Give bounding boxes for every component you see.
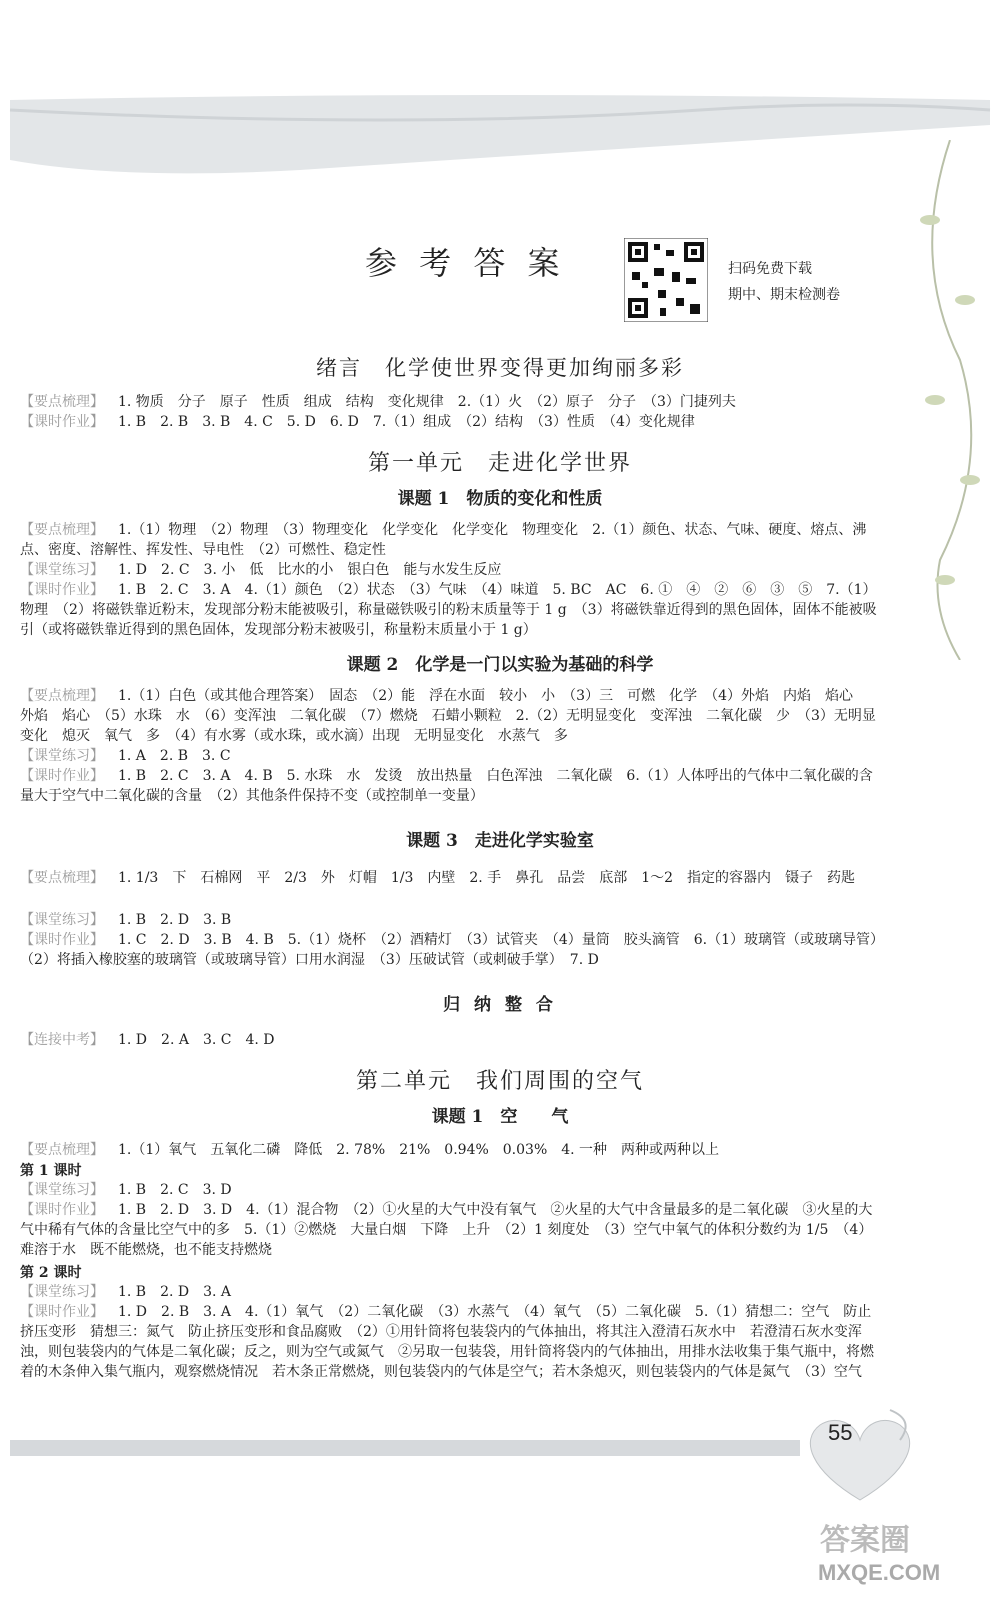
unit1-summary-heading: 归 纳 整 合 (443, 995, 557, 1015)
top-banner (0, 90, 1000, 180)
page-title: 参 考 答 案 (365, 244, 566, 282)
unit1-topic2-practice: 【课堂练习】 1. A 2. B 3. C (20, 748, 231, 764)
watermark-url: MXQE.COM (818, 1560, 941, 1585)
intro-heading: 绪言 化学使世界变得更加绚丽多彩 (316, 356, 684, 380)
unit2-heading: 第二单元 我们周围的空气 (355, 1069, 644, 1094)
unit2-period2-practice: 【课堂练习】 1. B 2. D 3. A (20, 1284, 232, 1300)
page-number: 55 (828, 1420, 853, 1445)
unit1-summary: 【连接中考】 1. D 2. A 3. C 4. D (20, 1032, 275, 1048)
unit1-topic1-practice: 【课堂练习】 1. D 2. C 3. 小 低 比水的小 银白色 能与水发生反应 (20, 562, 502, 578)
qr-caption-line2: 期中、期末检测卷 (728, 287, 840, 303)
footer-bar (10, 1440, 800, 1456)
unit2-points: 【要点梳理】 1.（1）氧气 五氧化二磷 降低 2. 78% 21% 0.94% 0.03% 4. 一种 两种或两种以上 (20, 1142, 720, 1158)
unit1-topic3-heading: 课题 3 走进化学实验室 (406, 831, 594, 851)
unit2-period1-label: 第 1 课时 (20, 1163, 82, 1179)
unit2-period1-practice: 【课堂练习】 1. B 2. C 3. D (20, 1182, 232, 1198)
unit1-topic3-homework: 【课时作业】 1. C 2. D 3. B 4. B 5.（1）烧杯 （2）酒精灯 （3）试管夹 （4）量筒 胶头滴管 6.（1）玻璃管（或玻璃导管） （2）将插入橡胶塞的玻璃管（或玻璃导管）口用水润湿 （3）压破试管（或刺破手掌） 7. D (20, 932, 891, 968)
unit1-topic2-homework: 【课时作业】 1. B 2. C 3. A 4. B 5. 水珠 水 发烫 放出热量 白色浑浊 二氧化碳 6.（1）人体呼出的气体中二氧化碳的含量大于空气中二氧化碳的含量 （2）其他条件保持不变（或控制单一变量） (20, 768, 873, 804)
qr-code-icon (624, 238, 708, 322)
watermark-cn: 答案圈 (820, 1523, 910, 1558)
intro-line1: 【要点梳理】 1. 物质 分子 原子 性质 组成 结构 变化规律 2.（1）火 （2）原子 分子 （3）门捷列夫 (20, 394, 736, 410)
unit2-period2-label: 第 2 课时 (20, 1265, 82, 1281)
unit1-topic3-practice: 【课堂练习】 1. B 2. D 3. B (20, 912, 232, 928)
unit1-topic2-heading: 课题 2 化学是一门以实验为基础的科学 (346, 655, 654, 675)
intro-line2: 【课时作业】 1. B 2. B 3. B 4. C 5. D 6. D 7.（1）组成 （2）结构 （3）性质 （4）变化规律 (20, 414, 695, 430)
unit2-period2-homework: 【课时作业】 1. D 2. B 3. A 4.（1）氧气 （2）二氧化碳 （3）水蒸气 （4）氧气 （5）二氧化碳 5.（1）猜想二：空气 防止挤压变形 猜想三：氮气 防止挤压变形和食品腐败 （2）①用针筒将包装袋内的气体抽出，将其注入澄清石灰水中 若澄清石灰水变浑浊，则包装袋内的气体是二氧化碳；反之，则为空气或氮气 ②另取一包装袋，用针筒将袋内的气体抽出，用排水法收集于集气瓶中，将燃着的木条伸入集气瓶内，观察燃烧情况 若木条正常燃烧，则包装袋内的气体是空气；若木条熄灭，则包装袋内的气体是氮气 （3）空气 (20, 1304, 874, 1380)
unit1-topic3-points: 【要点梳理】 1. 1/3 下 石棉网 平 2/3 外 灯帽 1/3 内壁 2. 手 鼻孔 品尝 底部 1～2 指定的容器内 镊子 药匙 (20, 870, 856, 886)
unit1-topic1-heading: 课题 1 物质的变化和性质 (397, 489, 603, 509)
unit1-topic1-points: 【要点梳理】 1.（1）物理 （2）物理 （3）物理变化 化学变化 化学变化 物理变化 2.（1）颜色、状态、气味、硬度、熔点、沸点、密度、溶解性、挥发性、导电性 （2）可燃性、稳定性 (20, 522, 867, 558)
unit1-topic1-homework: 【课时作业】 1. B 2. C 3. A 4.（1）颜色 （2）状态 （3）气味 （4）味道 5. BC AC 6. ① ④ ② ⑥ ③ ⑤ 7.（1）物理 （2）将磁铁靠近粉末，发现部分粉末能被吸引，称量磁铁吸引的粉末质量等于 1 g （3）将磁铁靠近得到的黑色固体，固体不能被吸引（或将磁铁靠近得到的黑色固体，发现部分粉末被吸引，称量粉末质量小于 1 g） (20, 582, 877, 638)
unit1-topic2-points: 【要点梳理】 1.（1）白色（或其他合理答案） 固态 （2）能 浮在水面 较小 小 （3）三 可燃 化学 （4）外焰 内焰 焰心 外焰 焰心 （5）水珠 水 （6）变浑浊 二氧化碳 （7）燃烧 石蜡小颗粒 2.（2）无明显变化 变浑浊 二氧化碳 少 （3）无明显变化 熄灭 氧气 多 （4）有水雾（或水珠，或水滴）出现 无明显变化 水蒸气 多 (20, 688, 876, 744)
unit2-topic1-heading: 课题 1 空 气 (431, 1107, 569, 1127)
qr-caption-line1: 扫码免费下载 (728, 261, 812, 277)
unit2-period1-homework: 【课时作业】 1. B 2. D 3. D 4.（1）混合物 （2）①火星的大气中没有氧气 ②火星的大气中含量最多的是二氧化碳 ③火星的大气中稀有气体的含量比空气中的多 5.（1）②燃烧 大量白烟 下降 上升 （2）1 刻度处 （3）空气中氧气的体积分数约为 1/5 （4）难溶于水 既不能燃烧，也不能支持燃烧 (20, 1202, 873, 1258)
unit1-heading: 第一单元 走进化学世界 (367, 451, 632, 476)
heart-decoration (800, 1400, 920, 1510)
vine-decoration (890, 140, 990, 660)
